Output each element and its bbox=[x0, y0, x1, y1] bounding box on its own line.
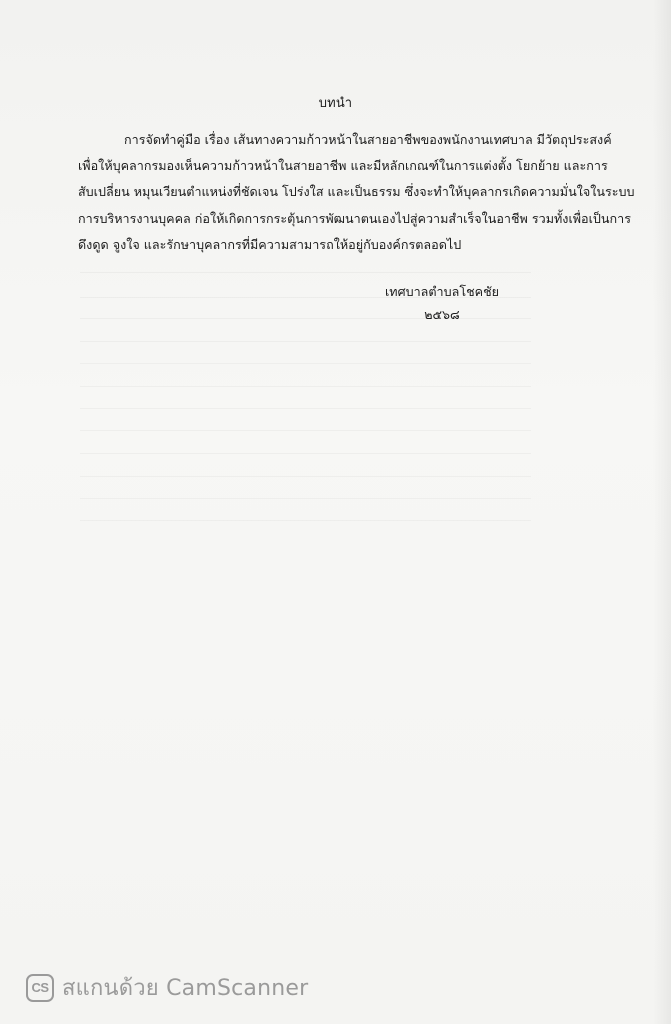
camscanner-logo-icon: CS bbox=[26, 974, 54, 1002]
show-through-line bbox=[80, 363, 531, 364]
show-through-line bbox=[80, 272, 531, 273]
introduction-paragraph bbox=[78, 127, 635, 258]
paragraph-line: การจัดทำคู่มือ เรื่อง เส้นทางความก้าวหน้าในสายอาชีพของพนักงานเทศบาล มีวัตถุประสงค์ bbox=[124, 132, 612, 147]
show-through-line bbox=[80, 430, 531, 431]
paragraph-line: สับเปลี่ยน หมุนเวียนตำแหน่งที่ชัดเจน โปร่งใส และเป็นธรรม ซึ่งจะทำให้บุคลากรเกิดความมั่นใจในระบบ bbox=[78, 184, 635, 200]
scan-edge-shadow bbox=[653, 0, 671, 1024]
show-through-line bbox=[80, 341, 531, 342]
signature-block bbox=[380, 280, 504, 326]
signature-year: ๒๕๖๘ bbox=[424, 307, 460, 322]
show-through-line bbox=[80, 520, 531, 521]
camscanner-watermark bbox=[26, 970, 308, 1005]
show-through-line bbox=[80, 386, 531, 387]
show-through-line bbox=[80, 476, 531, 477]
show-through-line bbox=[80, 453, 531, 454]
show-through-line bbox=[80, 498, 531, 499]
paragraph-line: ดึงดูด จูงใจ และรักษาบุคลากรที่มีความสามารถให้อยู่กับองค์กรตลอดไป bbox=[78, 236, 462, 252]
paragraph-line: การบริหารงานบุคคล ก่อให้เกิดการกระตุ้นการพัฒนาตนเองไปสู่ความสำเร็จในอาชีพ รวมทั้งเพื่อเป็นการ bbox=[78, 210, 631, 226]
signature-organization: เทศบาลตำบลโชคชัย bbox=[384, 284, 499, 299]
paragraph-line: เพื่อให้บุคลากรมองเห็นความก้าวหน้าในสายอาชีพ และมีหลักเกณฑ์ในการแต่งตั้ง โยกย้าย และการ bbox=[78, 158, 608, 174]
show-through-line bbox=[80, 408, 531, 409]
document-title: บทนำ bbox=[318, 96, 353, 111]
camscanner-label: สแกนด้วย CamScanner bbox=[62, 976, 309, 1001]
